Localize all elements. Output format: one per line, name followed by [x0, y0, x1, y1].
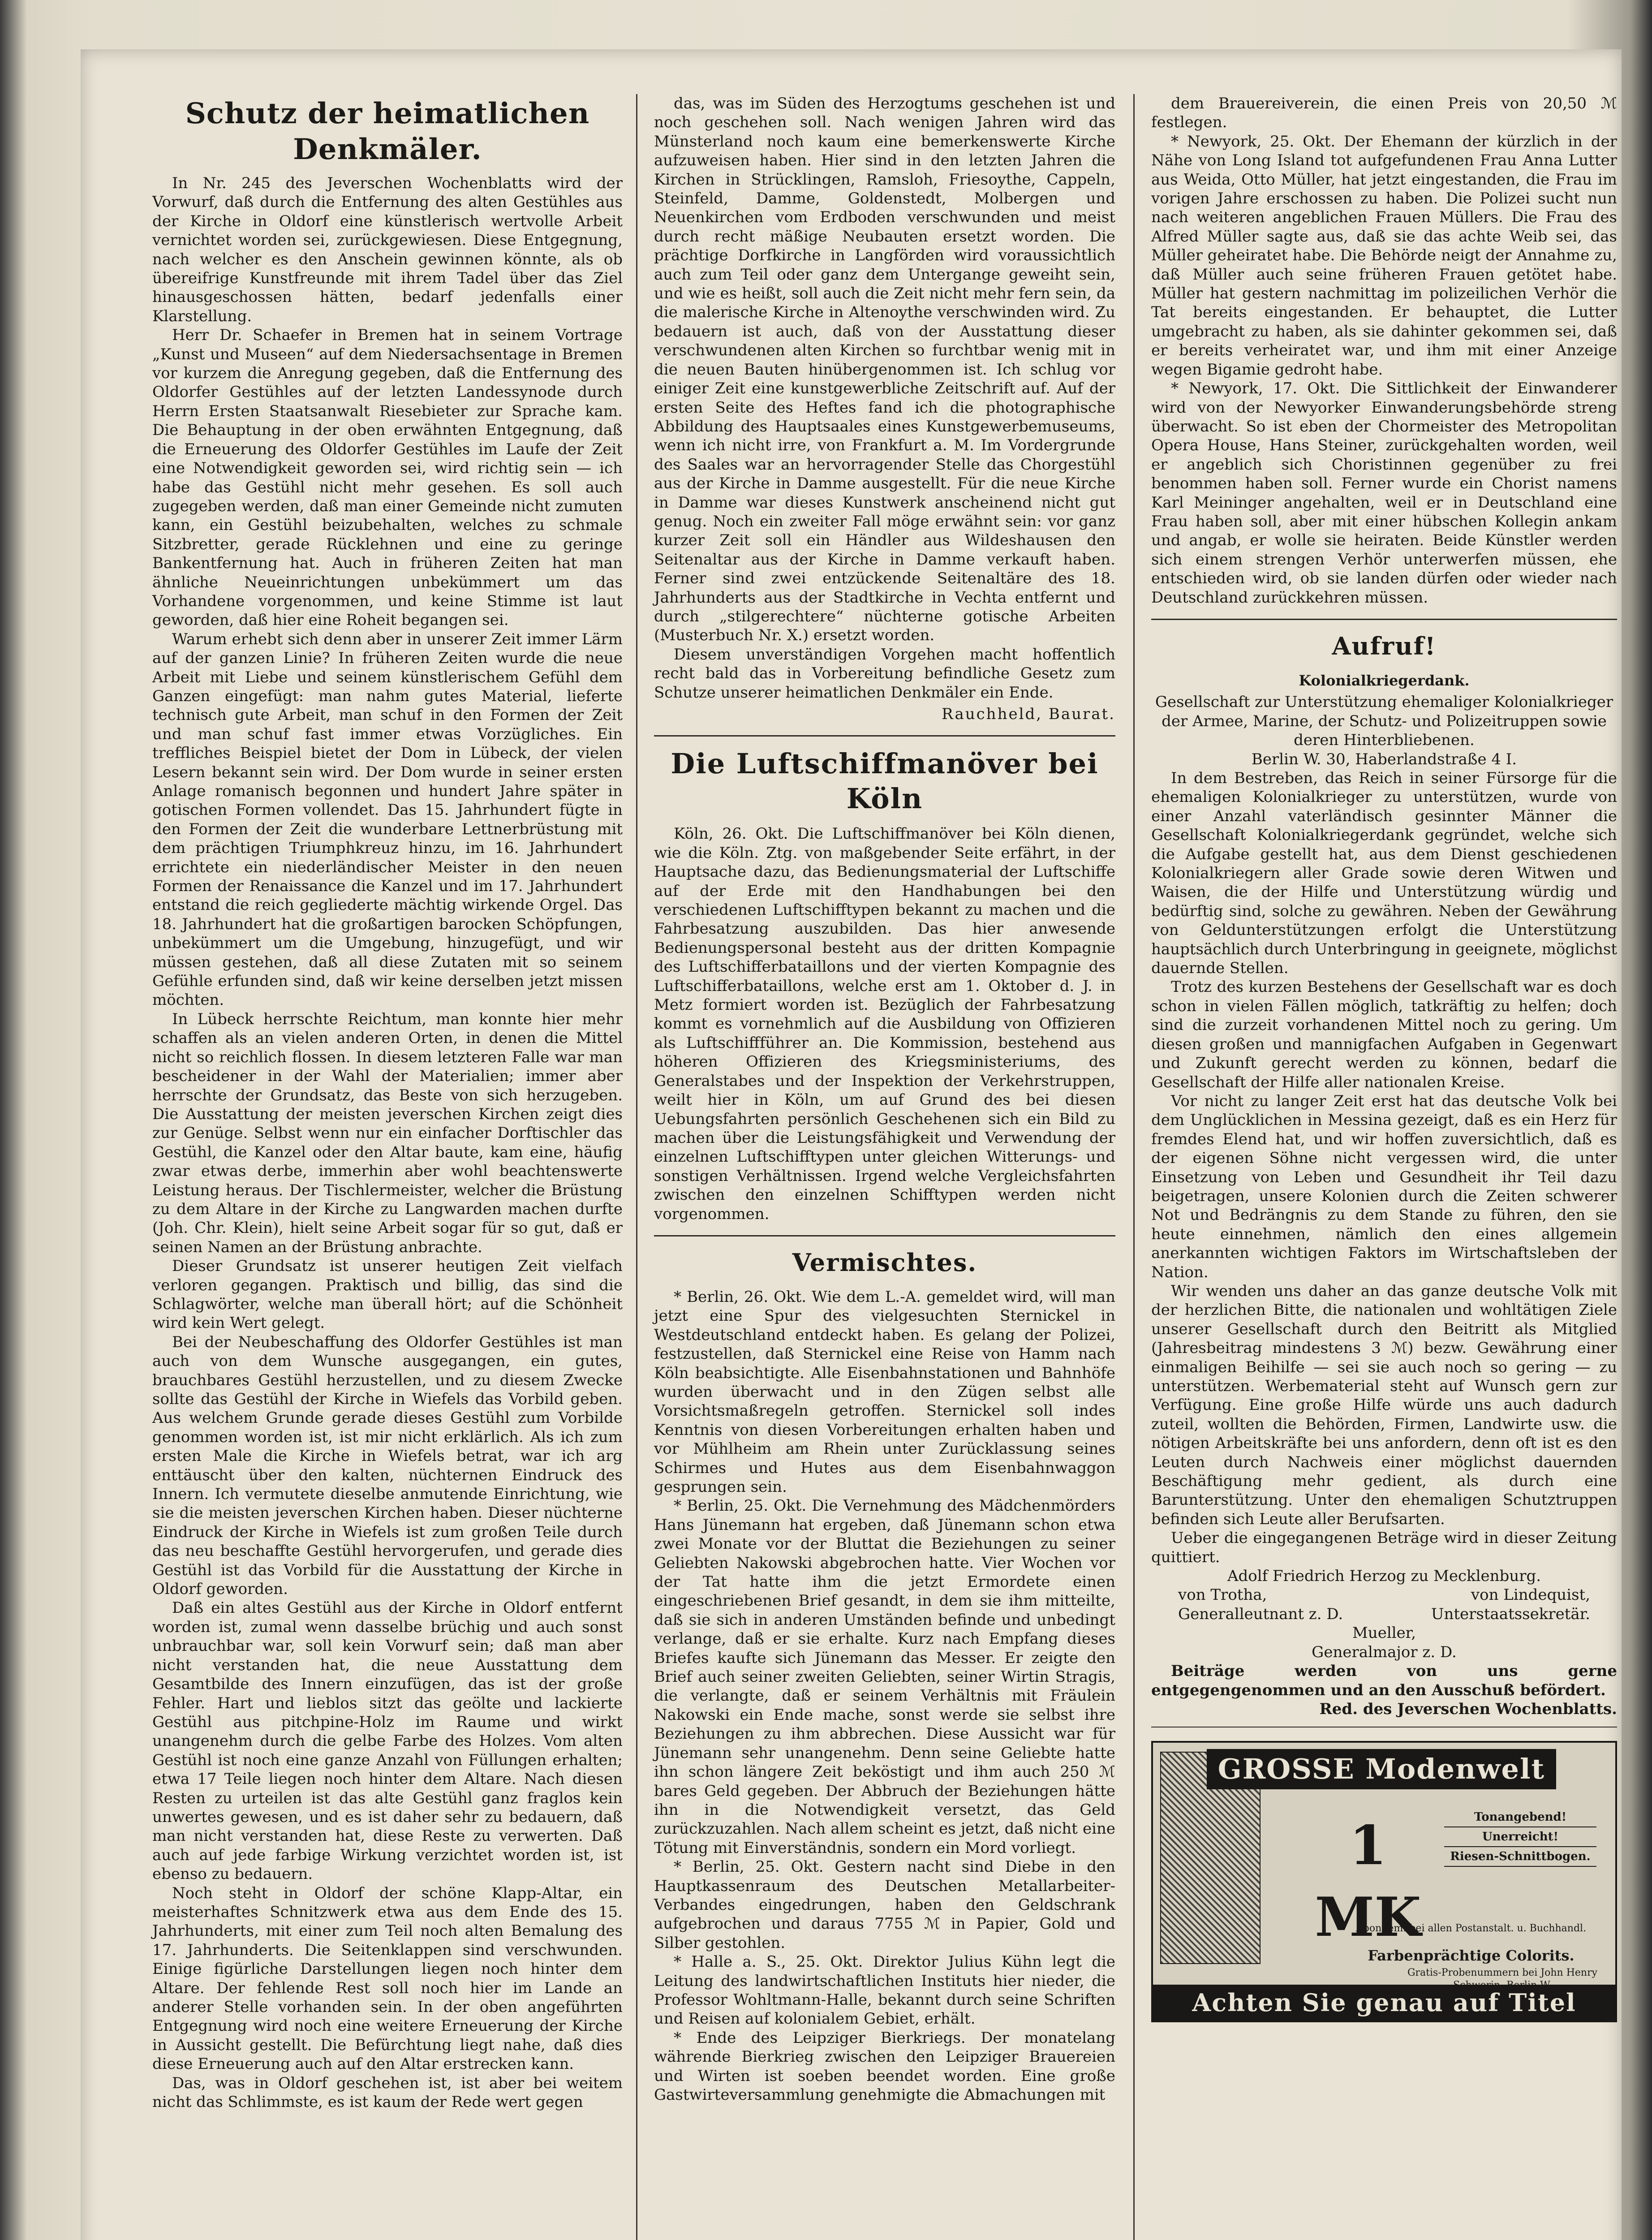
ad-slogan: Riesen-Schnittbogen. [1444, 1847, 1596, 1867]
ad-slogan: Tonangebend! [1444, 1808, 1596, 1827]
signer-mueller-title: Generalmajor z. D. [1312, 1643, 1457, 1661]
paragraph: dem Brauereiverein, die einen Preis von 20,50 ℳ festlegen. [1151, 95, 1617, 132]
column-3 [1151, 94, 1617, 2022]
column-1 [152, 94, 623, 2111]
signer-titles-row [1151, 1605, 1617, 1624]
paragraph: Diesem unverständigen Vorgehen macht hoffentlich recht bald das in Vorbereitung befindliche Gesetz zum Schutze unserer heimatlichen Denkmäler ein Ende. [654, 645, 1115, 702]
signer-trotha-title: Generalleutnant z. D. [1178, 1605, 1343, 1623]
redaktion-line: Red. des Jeverschen Wochenblatts. [1319, 1700, 1617, 1718]
ad-subscription-note: Abonnem. bei allen Postanstalt. u. Buchhandl. [1355, 1923, 1587, 1934]
aufruf-subtitle: Kolonialkriegerdank. [1299, 672, 1470, 689]
paragraph: In dem Bestreben, das Reich in seiner Fürsorge für die ehemaligen Kolonialkrieger zu unterstützen, wurde von einer Anzahl vaterländisch gesinnter Männer die Gesellschaft Kolonialkriegerdank gegründet, welche sich die Aufgabe gestellt hat, aus dem Dienst geschiedenen Kolonialkriegern aller Grade sowie deren Witwen und Waisen, die der Hilfe und Unterstützung würdig und bedürftig sind, solche zu gewähren. Neben der Gewährung von Geldunterstützungen erfolgt die Unterstützung hauptsächlich durch Unterbringung in geeignete, möglichst dauernde Stellen. [1151, 769, 1617, 978]
paragraph: Ueber die eingegangenen Beträge wird in dieser Zeitung quittiert. [1151, 1529, 1617, 1566]
paragraph: Köln, 26. Okt. Die Luftschiffmanöver bei Köln dienen, wie die Köln. Ztg. von maßgebender Seite erfährt, in der Hauptsache dazu, das Bedienungsmaterial der Luftschiffe auf der Erde mit den Handhabungen bei den verschiedenen Luftschifftypen bekannt zu machen und die Fahrbesatzung auszubilden. Das hier anwesende Bedienungspersonal besteht aus der dritten Kompagnie des Luftschifferbataillons und der vierten Kompagnie des Luftschifferbataillons, welche erst am 1. Oktober d. J. in Metz formiert worden ist. Bezüglich der Fahrbesatzung kommt es vornehmlich auf die Ausbildung von Offizieren als Luftschiffführer an. Die Kommission, bestehend aus höheren Offizieren des Kriegsministeriums, des Generalstabes und der Inspektion der Verkehrstruppen, weilt hier in Köln, um auf Grund des bei diesen Uebungsfahrten persönlich Geschehenen sich ein Bild zu machen über die Leistungsfähigkeit und Verwendung der einzelnen Luftschifftypen unter gleichen Witterungs- und sonstigen Verhältnissen. Irgend welche Vergleichsfahrten zwischen den einzelnen Schifftypen werden nicht vorgenommen. [654, 825, 1115, 1223]
ad-title: GROSSE Modenwelt [1207, 1749, 1556, 1789]
paragraph: Vor nicht zu langer Zeit erst hat das deutsche Volk bei dem Unglücklichen in Messina gezeigt, daß es ein Herz für fremdes Elend hat, und wir hoffen zuversichtlich, daß es der eigenen Söhne nicht vergessen wird, die unter Einsetzung von Leben und Gesundheit ihr Teil dazu beigetragen, unsere Kolonien durch die Zeiten schwerer Not und Bedrängnis zu dem Stande zu führen, den sie heute einnehmen, nämlich den eines allgemein anerkannten wichtigen Faktors im Wirtschaftsleben der Nation. [1151, 1092, 1617, 1281]
paragraph: das, was im Süden des Herzogtums geschehen ist und noch geschehen soll. Nach wenigen Jahren wird das Münsterland noch kaum eine bemerkenswerte Kirche aufzuweisen haben. Hier sind in den letzten Jahren die Kirchen in Strücklingen, Ramsloh, Friesoythe, Cappeln, Steinfeld, Damme, Goldenstedt, Molbergen und Neuenkirchen vom Erdboden verschwunden und meist durch recht mäßige Neubauten ersetzt worden. Die prächtige Dorfkirche in Langförden wird voraussichtlich auch zum Teil oder ganz dem Untergange geweiht sein, und wie es heißt, soll auch die Zeit nicht mehr fern sein, da die malerische Kirche in Altenoythe verschwinden wird. Zu bedauern ist auch, daß von der Ausstattung dieser verschwundenen alten Kirchen so furchtbar wenig mit in die neuen Bauten hinübergenommen ist. Ich schlug vor einiger Zeit eine kunstgewerbliche Zeitschrift auf. Auf der ersten Seite des Heftes fand ich die photographische Abbildung des Hauptsaales eines Kunstgewerbemuseums, wenn ich nicht irre, von Frankfurt a. M. Im Vordergrunde des Saales war an hervorragender Stelle das Chorgestühl aus der Kirche in Damme ausgestellt. Für die neue Kirche in Damme war dieses Kunstwerk anscheinend nicht gut genug. Noch ein zweiter Fall möge erwähnt sein: vor ganz kurzer Zeit soll ein Händler aus Wildeshausen den Seitenaltar aus der Kirche in Damme verkauft haben. Ferner sind zwei entzückende Seitenaltäre des 18. Jahrhunderts aus der Stadtkirche in Vechta entfernt und durch „stilgerechtere“ nüchterne gotische Arbeiten (Musterbuch Nr. X.) ersetzt worden. [654, 95, 1115, 645]
article-continuation [654, 94, 1115, 702]
paragraph: Noch steht in Oldorf der schöne Klapp-Altar, ein meisterhaftes Schnitzwerk etwa aus dem Ende des 15. Jahrhunderts, mit einer zum Teil noch alten Bemalung des 17. Jahrhunderts. Die Seitenklappen sind verschwunden. Einige figürliche Darstellungen liegen noch hinter dem Altare. Der fehlende Rest soll noch hier im Lande an anderer Stelle vorhanden sein. In der oben angeführten Entgegnung wird noch eine weitere Erneuerung der Kirche in Aussicht gestellt. Die Befürchtung liegt nahe, daß dies diese Erneuerung auch auf den Altar erstrecken kann. [152, 1884, 623, 2073]
advertisement-modenwelt [1151, 1741, 1617, 2022]
ad-slogans [1444, 1808, 1596, 1867]
signer-herzog: Adolf Friedrich Herzog zu Mecklenburg. [1227, 1567, 1541, 1585]
paragraph: Warum erhebt sich denn aber in unserer Zeit immer Lärm auf der ganzen Linie? In früheren Zeiten wurde die neue Arbeit mit Liebe und seinem künstlerischem Gefühl dem Ganzen eingefügt: man nahm gutes Material, lieferte technisch gute Arbeit, man schuf in den Formen der Zeit und man schuf fast immer etwas Vorzügliches. Ein treffliches Beispiel bietet der Dom in Lübeck, der vielen Lesern bekannt sein wird. Der Dom wurde in seiner ersten Anlage romanisch begonnen und hundert Jahre später in gotischen Formen vollendet. Das 15. Jahrhundert fügte in den Formen der Zeit die wunderbare Lettnerbrüstung mit dem prächtigen Triumphkreuz hinzu, im 16. Jahrhundert errichtete ein niederländischer Meister in den neuen Formen der Renaissance die Kanzel und im 17. Jahrhundert entstand die reich gegliederte mächtig wirkende Orgel. Das 18. Jahrhundert hat die großartigen barocken Schöpfungen, unbekümmert um die Umgebung, hinzugefügt, und wir müssen gestehen, daß all diese Zutaten mit so seinem Gefühle erfunden sind, daß wir keine derselben jetzt missen möchten. [152, 630, 623, 1009]
paragraph: In Lübeck herrschte Reichtum, man konnte hier mehr schaffen als an vielen anderen Orten, in denen die Mittel nicht so reichlich flossen. In diesem letzteren Falle war man bescheidener in der Wahl der Materialien; immer aber herrschte der Grundsatz, das Beste von sich herzugeben. Die Ausstattung der meisten jeverschen Kirchen zeigt dies zur Genüge. Selbst wenn nur ein einfacher Dorftischler das Gestühl, die Kanzel oder den Altar baute, kam eine, häufig zwar etwas derbe, immerhin aber wohl beachtenswerte Leistung heraus. Der Tischlermeister, welcher die Brüstung zu dem Altare in der Kirche zu Langwarden machen durfte (Joh. Chr. Klein), hielt seine Arbeit sogar für so gut, daß er seinen Namen an der Brüstung anbrachte. [152, 1010, 623, 1256]
paragraph: Bei der Neubeschaffung des Oldorfer Gestühles ist man auch von dem Wunsche ausgegangen, ein gutes, brauchbares Gestühl herzustellen, und zu diesem Zwecke sollte das Gestühl der Kirche in Wiefels das Vorbild geben. Aus welchem Grunde gerade dieses Gestühl zum Vorbilde genommen worden ist, ist mir nicht erklärlich. Als ich zum ersten Male die Kirche in Wiefels betrat, war ich arg enttäuscht über den kalten, nüchternen Eindruck des Innern. Ich vermutete dieselbe anmutende Einrichtung, wie sie die meisten jeverschen Kirchen haben. Dieser nüchterne Eindruck der Kirche in Wiefels ist zum großen Teile durch das neu beschaffte Gestühl hervorgerufen, und gerade dies Gestühl ist das Vorbild für die Ausstattung der Kirche in Oldorf geworden. [152, 1333, 623, 1598]
article-body-luftschiff [654, 824, 1115, 1223]
news-continuation [1151, 94, 1617, 607]
aufruf-title: Aufruf! [1332, 631, 1437, 660]
paragraph: Das, was in Oldorf geschehen ist, ist aber bei weitem nicht das Schlimmste, es ist kaum der Rede wert gegen [152, 2074, 623, 2111]
signer-mueller: Mueller, [1352, 1624, 1416, 1642]
paragraph: In Nr. 245 des Jeverschen Wochenblatts wird der Vorwurf, daß durch die Entfernung des alten Gestühles aus der Kirche in Oldorf eine künstlerisch wertvolle Arbeit vernichtet worden sei, zurückgewiesen. Diese Entgegnung, nach welcher es den Anschein gewinnen könnte, als ob übereifrige Kunstfreunde mit ihrem Tadel über das Ziel hinausgeschossen hätten, bedarf jedenfalls einer Klarstellung. [152, 174, 623, 325]
signer-lindequist-title: Unterstaatssekretär. [1431, 1605, 1590, 1623]
paragraph: Trotz des kurzen Bestehens der Gesellschaft war es doch schon in vielen Fällen möglich, tatkräftig zu helfen; doch sind die zurzeit vorhandenen Mittel noch zu gering. Um diesen großen und mannigfachen Aufgaben in Gegenwart und Zukunft gerecht werden zu können, bedarf die Gesellschaft der Hilfe aller nationalen Kreise. [1151, 978, 1617, 1091]
signer-lindequist: von Lindequist, [1471, 1586, 1590, 1604]
divider [1151, 619, 1617, 620]
aufruf-note: Beiträge werden von uns gerne entgegengenommen und an den Ausschuß befördert. [1151, 1662, 1617, 1699]
article-signature: Rauchheld, Baurat. [942, 705, 1115, 723]
paragraph: * Berlin, 25. Okt. Gestern nacht sind Diebe in den Hauptkassenraum des Deutschen Metallarbeiter-Verbandes eingedrungen, haben den Geldschrank aufgebrochen und daraus 7755 ℳ in Papier, Gold und Silber gestohlen. [654, 1858, 1115, 1952]
ad-colorits: Farbenprächtige Colorits. [1368, 1947, 1575, 1964]
paragraph: * Ende des Leipziger Bierkriegs. Der monatelang währende Bierkrieg zwischen den Leipziger Brauereien und Wirten ist soeben beendet worden. Eine große Gastwirteversammlung genehmigte die Abmachungen mit [654, 2029, 1115, 2104]
paragraph: * Newyork, 17. Okt. Die Sittlichkeit der Einwanderer wird von der Newyorker Einwanderungsbehörde streng überwacht. So ist eben der Chormeister des Metropolitan Opera House, Hans Steiner, zurückgehalten worden, weil er angeblich sich Choristinnen gegenüber zu frei benommen haben soll. Ferner wurde ein Chorist namens Karl Meininger angehalten, weil er in Deutschland eine Frau haben soll, aber mit einer hübschen Kollegin ankam und angab, er wolle sie heiraten. Beide Künstler werden sich einem strengen Verhör unterwerfen müssen, ehe entschieden wird, ob sie landen dürfen oder wieder nach Deutschland zurückkehren müssen. [1151, 379, 1617, 607]
article-title-denkmaeler: Schutz der heimatlichen Denkmäler. [185, 97, 590, 166]
column-divider [636, 94, 637, 2240]
section-body-vermischtes [654, 1288, 1115, 2104]
ad-gratis: Gratis-Probenummern bei John Henry [1407, 1967, 1598, 1979]
article-title-luftschiff: Die Luftschiffmanöver bei Köln [671, 747, 1099, 815]
divider [654, 735, 1115, 737]
aufruf-body [1151, 769, 1617, 1567]
aufruf-org-name: Gesellschaft zur Unterstützung ehemaliger Kolonialkrieger der Armee, Marine, der Schutz- und Polizeitruppen sowie deren Hinterbliebenen. [1155, 693, 1613, 750]
column-divider [1133, 94, 1135, 2240]
paragraph: * Newyork, 25. Okt. Der Ehemann der kürzlich in der Nähe von Long Island tot aufgefundenen Frau Anna Lutter aus Weida, Otto Müller, hat jetzt eingestanden, die Frau im vorigen Jahre erschossen zu haben. Die Polizei sucht nun nach weiteren angeblichen Frauen Müllers. Die Frau des Alfred Müller sagte aus, daß sie das achte Weib sei, das Müller geheiratet habe. Die Behörde neigt der Annahme zu, daß Müller auch seine früheren Frauen getötet habe. Müller hat gestern nachmittag im polizeilichen Verhör die Tat bereits eingestanden. Er behauptet, die Lutter umgebracht zu haben, als sie dahinter gekommen sei, daß er bereits verheiratet war, und ihm mit einer Anzeige wegen Bigamie gedroht habe. [1151, 132, 1617, 379]
ad-price: 1 MK [1315, 1814, 1421, 1949]
paragraph: * Berlin, 25. Okt. Die Vernehmung des Mädchenmörders Hans Jünemann hat ergeben, daß Jünemann schon etwa zwei Monate vor der Bluttat die Beziehungen zu seiner Geliebten Nakowski abgebrochen hatte. Vier Wochen vor der Tat hatte ihm die jetzt Ermordete einen eingeschriebenen Brief gesandt, in dem sie ihm mitteilte, daß sie sich in anderen Umständen befinde und unbedingt verlange, daß er sie erhalte. Kurz nach Empfang dieses Briefes kaufte sich Jünemann das Messer. Er zeigte den Brief auch seiner zweiten Geliebten, seiner Wirtin Stragis, die verlangte, daß er seinem Verhältnis mit Fräulein Nakowski ein Ende mache, sonst werde sie selbst ihre Beziehungen zu ihm abbrechen. Diese Aussicht war für Jünemann sehr unangenehm. Denn seine Geliebte hatte ihn schon längere Zeit beköstigt und ihm auch 250 ℳ bares Geld gegeben. Der Abbruch der Beziehungen hätte ihn in die Notwendigkeit versetzt, das Geld zurückzuzahlen. Nach allem scheint es jetzt, daß nicht eine Tötung mit Einverständnis, sondern ein Mord vorliegt. [654, 1497, 1115, 1857]
column-2 [654, 94, 1115, 2104]
signer-trotha: von Trotha, [1178, 1586, 1267, 1604]
ad-slogan: Unerreicht! [1444, 1827, 1596, 1847]
paragraph: Dieser Grundsatz ist unserer heutigen Zeit vielfach verloren gegangen. Praktisch und billig, das sind die Schlagwörter, welche man überall hört; auf die Schönheit wird kein Wert gelegt. [152, 1257, 623, 1332]
paragraph: Herr Dr. Schaefer in Bremen hat in seinem Vortrage „Kunst und Museen“ auf dem Niedersachsentage in Bremen vor kurzem die Anregung gegeben, daß die Entfernung des Oldorfer Gestühles auf der letzten Landessynode durch Herrn Ersten Staatsanwalt Riesebieter zur Sprache kam. Die Behauptung in der oben erwähnten Entgegnung, daß die Erneuerung des Oldorfer Gestühles im Laufe der Zeit eine Notwendigkeit geworden sei, wird richtig sein — ich habe das Gestühl nicht mehr gesehen. Es soll auch zugegeben werden, daß man einer Gemeinde nicht zumuten kann, ein Gestühl beizubehalten, welches zu schmale Sitzbretter, gerade Rücklehnen und eine zu geringe Bankentfernung hat. Auch in früheren Zeiten hat man ähnliche Neueinrichtungen unbekümmert um das Vorhandene vorgenommen, und keine Stimme ist laut geworden, daß hier eine Roheit begangen sei. [152, 326, 623, 629]
ad-bottom-slogan: Achten Sie genau auf Titel [1153, 1985, 1615, 2020]
article-body-denkmaeler [152, 174, 623, 2111]
newspaper-page [81, 49, 1622, 2240]
paragraph: * Berlin, 26. Okt. Wie dem L.-A. gemeldet wird, will man jetzt eine Spur des vielgesuchten Sternickel in Westdeutschland entdeckt haben. Es gelang der Polizei, festzustellen, daß Sternickel eine Reise von Hamm nach Köln beabsichtigte. Alle Eisenbahnstationen und Bahnhöfe wurden überwacht und in den Zügen selbst alle Vorsichtsmaßregeln getroffen. Sternickel soll indes Kenntnis von diesen Vorbereitungen erhalten haben und vor Mühlheim am Rhein unter Zurücklassung seines Schirmes und Hutes aus dem Eisenbahnwaggon gesprungen sein. [654, 1288, 1115, 1496]
paragraph: Wir wenden uns daher an das ganze deutsche Volk mit der herzlichen Bitte, die nationalen und wohltätigen Ziele unserer Gesellschaft durch den Beitritt als Mitglied (Jahresbeitrag mindestens 3 ℳ) bezw. Gewährung einer einmaligen Beihilfe — sei sie auch noch so gering — zu unterstützen. Werbematerial steht auf Wunsch gern zur Verfügung. Eine große Hilfe würde uns auch dadurch zuteil, wollten die Behörden, Firmen, Landwirte usw. die nötigen Arbeitskräfte bei uns anfordern, denn oft ist es den Leuten durch Nachweis einer möglichst dauernden Beschäftigung mehr gedient, als durch eine Barunterstützung. Unter den ehemaligen Schutztruppen befinden sich Leute aller Berufsarten. [1151, 1282, 1617, 1528]
section-title-vermischtes: Vermischtes. [792, 1248, 977, 1277]
paragraph: * Halle a. S., 25. Okt. Direktor Julius Kühn legt die Leitung des landwirtschaftlichen Instituts hier nieder, die Professor Wohltmann-Halle, bekannt durch seine Schriften und Reisen auf kolonialem Gebiet, erhält. [654, 1953, 1115, 2028]
paragraph: Daß ein altes Gestühl aus der Kirche in Oldorf entfernt worden ist, zumal wenn dasselbe brüchig und auch sonst unbrauchbar war, soll kein Vorwurf sein; daß man aber nicht verstanden hat, die neue Ausstattung dem Gesamtbilde des Innern einzufügen, das ist der große Fehler. Hart und lieblos sitzt das geölte und lackierte Gestühl aus pitchpine-Holz im Raume und wirkt unangenehm durch die gelbe Farbe des Holzes. Vom alten Gestühl ist noch eine ganze Anzahl von Füllungen erhalten; etwa 17 Teile liegen noch hinter dem Altare. Nach diesen Resten zu urteilen ist das alte Gestühl ganz fraglos kein unwertes gewesen, und es ist daher sehr zu bedauern, daß man nicht verstanden hat, diese Reste zu verwerten. Daß auch auf jede farbige Wirkung verzichtet worden ist, ist ebenso zu bedauern. [152, 1599, 623, 1883]
signer-row [1151, 1585, 1617, 1604]
divider [654, 1235, 1115, 1236]
aufruf-org-address: Berlin W. 30, Haberlandstraße 4 I. [1251, 750, 1517, 768]
